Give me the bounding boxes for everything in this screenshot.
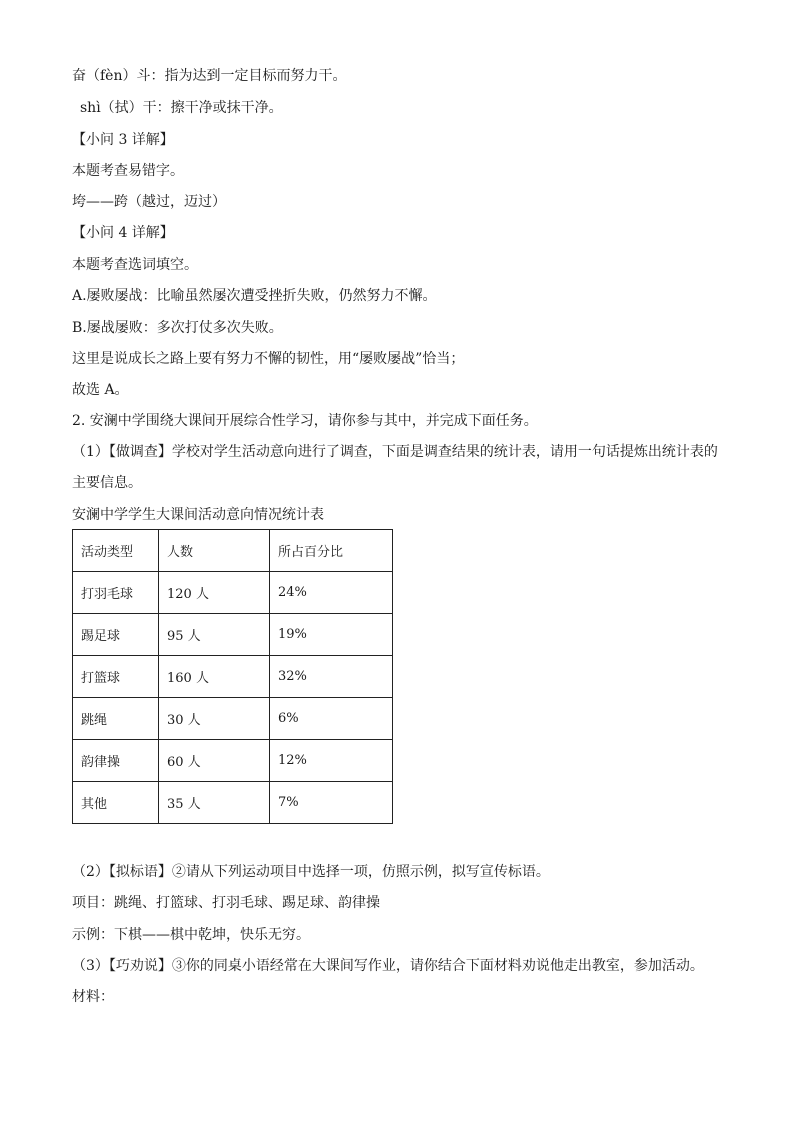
table-row [73, 572, 393, 614]
task-3-prompt: （3）【巧劝说】③你的同桌小语经常在大课间写作业，请你结合下面材料劝说他走出教室，参加活动。 [72, 958, 704, 974]
text-line-shigan: shì（拭）干：擦干净或抹干净。 [80, 100, 283, 116]
table-cell: 打羽毛球 [73, 572, 159, 614]
table-cell: 打篮球 [73, 656, 159, 698]
question-2-intro: 2. 安澜中学围绕大课间开展综合性学习，请你参与其中，并完成下面任务。 [72, 413, 538, 429]
table-row [73, 740, 393, 782]
text-line-fendou: 奋（fèn）斗：指为达到一定目标而努力干。 [72, 68, 347, 84]
table-cell: 60 人 [159, 740, 270, 782]
table-cell: 其他 [73, 782, 159, 824]
task-2-example: 示例：下棋——棋中乾坤，快乐无穷。 [72, 927, 310, 943]
task-1-prompt: （1）【做调查】学校对学生活动意向进行了调查，下面是调查结果的统计表，请用一句话提炼出统计表的 [72, 444, 718, 460]
task-1-prompt-cont: 主要信息。 [72, 475, 142, 491]
table-cell: 19% [270, 614, 393, 656]
task-3-material-label: 材料： [72, 989, 114, 1005]
text-line-q4-topic: 本题考查选词填空。 [72, 257, 198, 273]
table-cell: 35 人 [159, 782, 270, 824]
table-cell: 30 人 [159, 698, 270, 740]
section-heading-q3: 【小问 3 详解】 [72, 132, 174, 148]
text-line-q3-answer: 垮——跨（越过，迈过） [72, 194, 226, 210]
table-cell: 32% [270, 656, 393, 698]
table-cell: 120 人 [159, 572, 270, 614]
table-cell: 韵律操 [73, 740, 159, 782]
table-row [73, 614, 393, 656]
task-2-items: 项目：跳绳、打篮球、打羽毛球、踢足球、韵律操 [72, 895, 380, 911]
table-header-cell: 活动类型 [73, 530, 159, 572]
table-header-cell: 所占百分比 [270, 530, 393, 572]
table-row [73, 656, 393, 698]
table-cell: 踢足球 [73, 614, 159, 656]
table-cell: 6% [270, 698, 393, 740]
table-cell: 24% [270, 572, 393, 614]
table-cell: 跳绳 [73, 698, 159, 740]
text-line-answer: 故选 A。 [72, 382, 129, 398]
table-header-cell: 人数 [159, 530, 270, 572]
table-title: 安澜中学学生大课间活动意向情况统计表 [72, 507, 324, 523]
table-cell: 12% [270, 740, 393, 782]
table-cell: 7% [270, 782, 393, 824]
section-heading-q4: 【小问 4 详解】 [72, 225, 174, 241]
table-row [73, 698, 393, 740]
table-cell: 160 人 [159, 656, 270, 698]
survey-table [72, 529, 393, 824]
text-line-explanation: 这里是说成长之路上要有努力不懈的韧性，用“屡败屡战”恰当； [72, 351, 465, 367]
table-cell: 95 人 [159, 614, 270, 656]
text-line-option-a: A.屡败屡战：比喻虽然屡次遭受挫折失败，仍然努力不懈。 [72, 288, 437, 304]
text-line-q3-topic: 本题考查易错字。 [72, 163, 184, 179]
table-header-row [73, 530, 393, 572]
task-2-prompt: （2）【拟标语】②请从下列运动项目中选择一项，仿照示例，拟写宣传标语。 [72, 864, 550, 880]
table-row [73, 782, 393, 824]
text-line-option-b: B.屡战屡败：多次打仗多次失败。 [72, 320, 283, 336]
